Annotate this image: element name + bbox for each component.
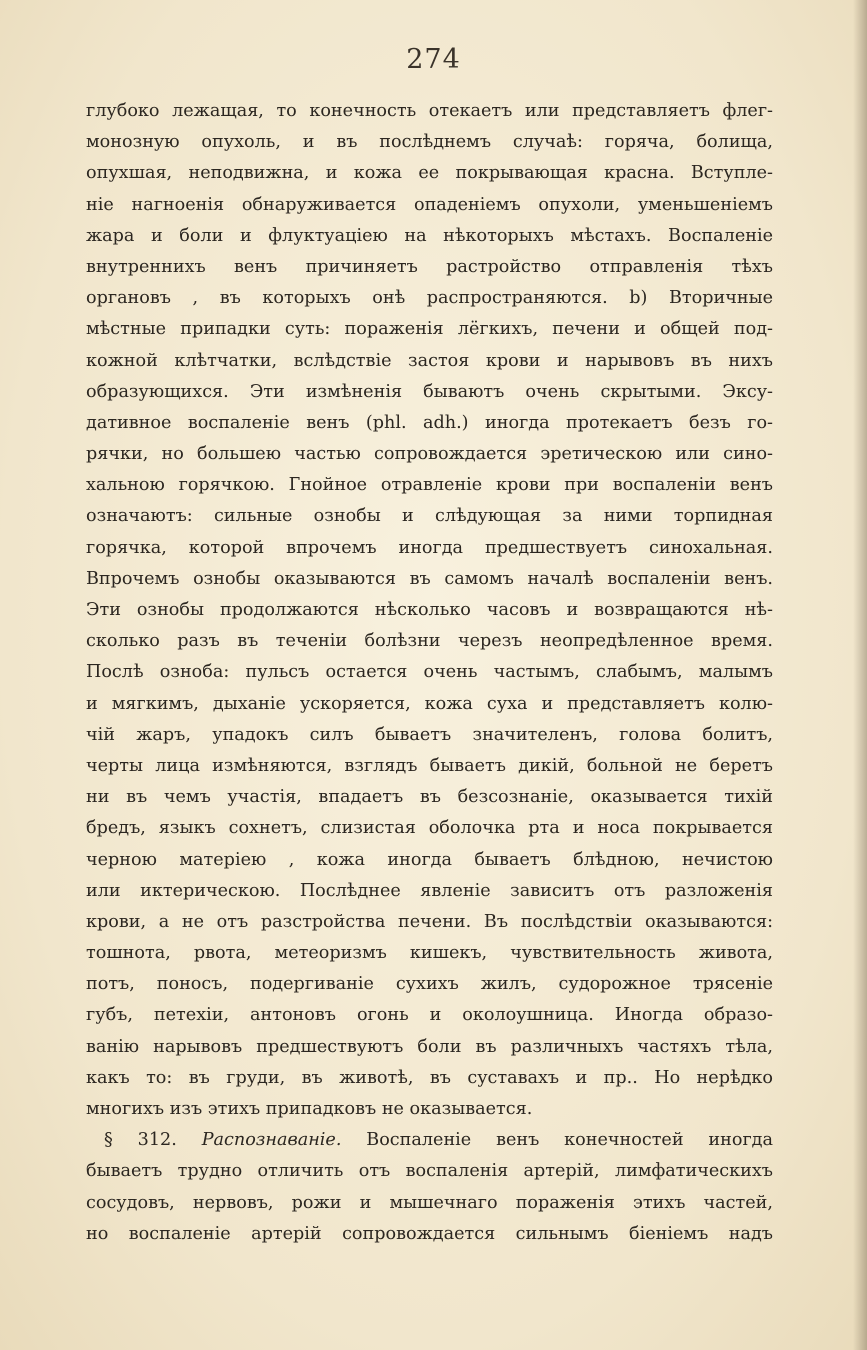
- text-line: [86, 439, 773, 470]
- text-line: [86, 813, 773, 844]
- text-line: [86, 845, 773, 876]
- line-text: и мягкимъ, дыханіе ускоряется, кожа суха и представляетъ колю-: [86, 693, 773, 714]
- text-line: [86, 252, 773, 283]
- text-line: [86, 283, 773, 314]
- line-text: ни въ чемъ участія, впадаетъ въ безсознаніе, оказывается тихій: [86, 787, 773, 808]
- line-text: какъ то: въ груди, въ животѣ, въ суставахъ и пр.. Но нерѣдко: [86, 1067, 773, 1088]
- body-text: [86, 96, 773, 1250]
- line-text: бредъ, языкъ сохнетъ, слизистая оболочка рта и носа покрывается: [86, 818, 773, 839]
- line-text: сколько разъ въ теченіи болѣзни черезъ неопредѣленное время.: [86, 631, 773, 652]
- text-line: [86, 689, 773, 720]
- line-text: Воспаленіе венъ конечностей иногда: [341, 1130, 774, 1151]
- text-line: [86, 938, 773, 969]
- text-line: [86, 595, 773, 626]
- text-line: [86, 782, 773, 813]
- line-text: опухшая, неподвижна, и кожа ее покрывающая красна. Вступле-: [86, 163, 773, 184]
- line-text: губъ, петехіи, антоновъ огонь и околоушница. Иногда образо-: [86, 1005, 773, 1026]
- line-text: образующихся. Эти измѣненія бываютъ очень скрытыми. Эксу-: [86, 381, 773, 402]
- text-line: [86, 1125, 773, 1156]
- page-number: 274: [406, 44, 461, 75]
- text-line: [86, 907, 773, 938]
- line-text: внутреннихъ венъ причиняетъ растройство отправленія тѣхъ: [86, 256, 773, 277]
- text-line: [86, 190, 773, 221]
- line-text: черною матеріею , кожа иногда бываетъ блѣдною, нечистою: [86, 849, 773, 870]
- line-text: бываетъ трудно отличить отъ воспаленія артерій, лимфатическихъ: [86, 1161, 773, 1182]
- text-line: [86, 96, 773, 127]
- line-text: крови, а не отъ разстройства печени. Въ послѣдствіи оказываются:: [86, 911, 773, 932]
- text-line: [86, 501, 773, 532]
- line-text: чій жаръ, упадокъ силъ бываетъ значителенъ, голова болитъ,: [86, 724, 773, 745]
- text-line: [86, 626, 773, 657]
- line-text: § 312.: [104, 1130, 202, 1151]
- text-line: [86, 533, 773, 564]
- page-edge-shadow: [853, 0, 867, 1350]
- line-text: но воспаленіе артерій сопровождается сильнымъ біеніемъ надъ: [86, 1223, 773, 1244]
- text-line: [86, 470, 773, 501]
- line-text: многихъ изъ этихъ припадковъ не оказывается.: [86, 1099, 533, 1119]
- line-text: рячки, но большею частью сопровождается эретическою или сино-: [86, 444, 773, 465]
- line-text: горячка, которой впрочемъ иногда предшествуетъ синохальная.: [86, 537, 773, 558]
- text-line: [86, 221, 773, 252]
- text-line: [86, 1219, 773, 1250]
- line-text: дативное воспаленіе венъ (phl. adh.) иногда протекаетъ безъ го-: [86, 412, 773, 433]
- text-line: [86, 1188, 773, 1219]
- line-text: тошнота, рвота, метеоризмъ кишекъ, чувствительность живота,: [86, 943, 773, 964]
- text-line: [86, 876, 773, 907]
- line-text: Эти ознобы продолжаются нѣсколько часовъ и возвращаются нѣ-: [86, 600, 773, 620]
- line-text: кожной клѣтчатки, вслѣдствіе застоя крови и нарывовъ въ нихъ: [86, 350, 773, 371]
- text-line: [86, 314, 773, 345]
- line-text: потъ, поносъ, подергиваніе сухихъ жилъ, судорожное трясеніе: [86, 974, 773, 995]
- text-line: [86, 346, 773, 377]
- text-line: [86, 377, 773, 408]
- text-line: [86, 1000, 773, 1031]
- text-line: [86, 1156, 773, 1187]
- text-line: [86, 657, 773, 688]
- text-line: [86, 1032, 773, 1063]
- section-heading-text: Распознаваніе.: [201, 1130, 342, 1151]
- line-text: или иктерическою. Послѣднее явленіе зависитъ отъ разложенія: [86, 880, 773, 901]
- text-line: [86, 127, 773, 158]
- text-line: [86, 1094, 773, 1125]
- line-text: монозную опухоль, и въ послѣднемъ случаѣ: горяча, болища,: [86, 132, 773, 153]
- line-text: Послѣ озноба: пульсъ остается очень частымъ, слабымъ, малымъ: [86, 662, 773, 683]
- text-line: [86, 751, 773, 782]
- line-text: черты лица измѣняются, взглядъ бываетъ дикій, больной не беретъ: [86, 755, 773, 776]
- line-text: органовъ , въ которыхъ онѣ распространяются. b) Вторичные: [86, 288, 773, 309]
- line-text: означаютъ: сильные ознобы и слѣдующая за ними торпидная: [86, 506, 773, 527]
- text-line: [86, 408, 773, 439]
- text-line: [86, 564, 773, 595]
- line-text: Впрочемъ ознобы оказываются въ самомъ началѣ воспаленіи венъ.: [86, 568, 773, 589]
- text-line: [86, 720, 773, 751]
- line-text: ванію нарывовъ предшествуютъ боли въ различныхъ частяхъ тѣла,: [86, 1036, 773, 1057]
- line-text: сосудовъ, нервовъ, рожи и мышечнаго пораженія этихъ частей,: [86, 1192, 773, 1213]
- line-text: глубоко лежащая, то конечность отекаетъ или представляетъ флег-: [86, 101, 773, 121]
- line-text: ніе нагноенія обнаруживается опаденіемъ опухоли, уменьшеніемъ: [86, 194, 773, 215]
- line-text: жара и боли и флуктуаціею на нѣкоторыхъ мѣстахъ. Воспаленіе: [86, 225, 773, 246]
- text-line: [86, 158, 773, 189]
- text-line: [86, 969, 773, 1000]
- line-text: хальною горячкою. Гнойное отравленіе крови при воспаленіи венъ: [86, 475, 773, 496]
- text-line: [86, 1063, 773, 1094]
- line-text: мѣстные припадки суть: пораженія лёгкихъ, печени и общей под-: [86, 319, 773, 340]
